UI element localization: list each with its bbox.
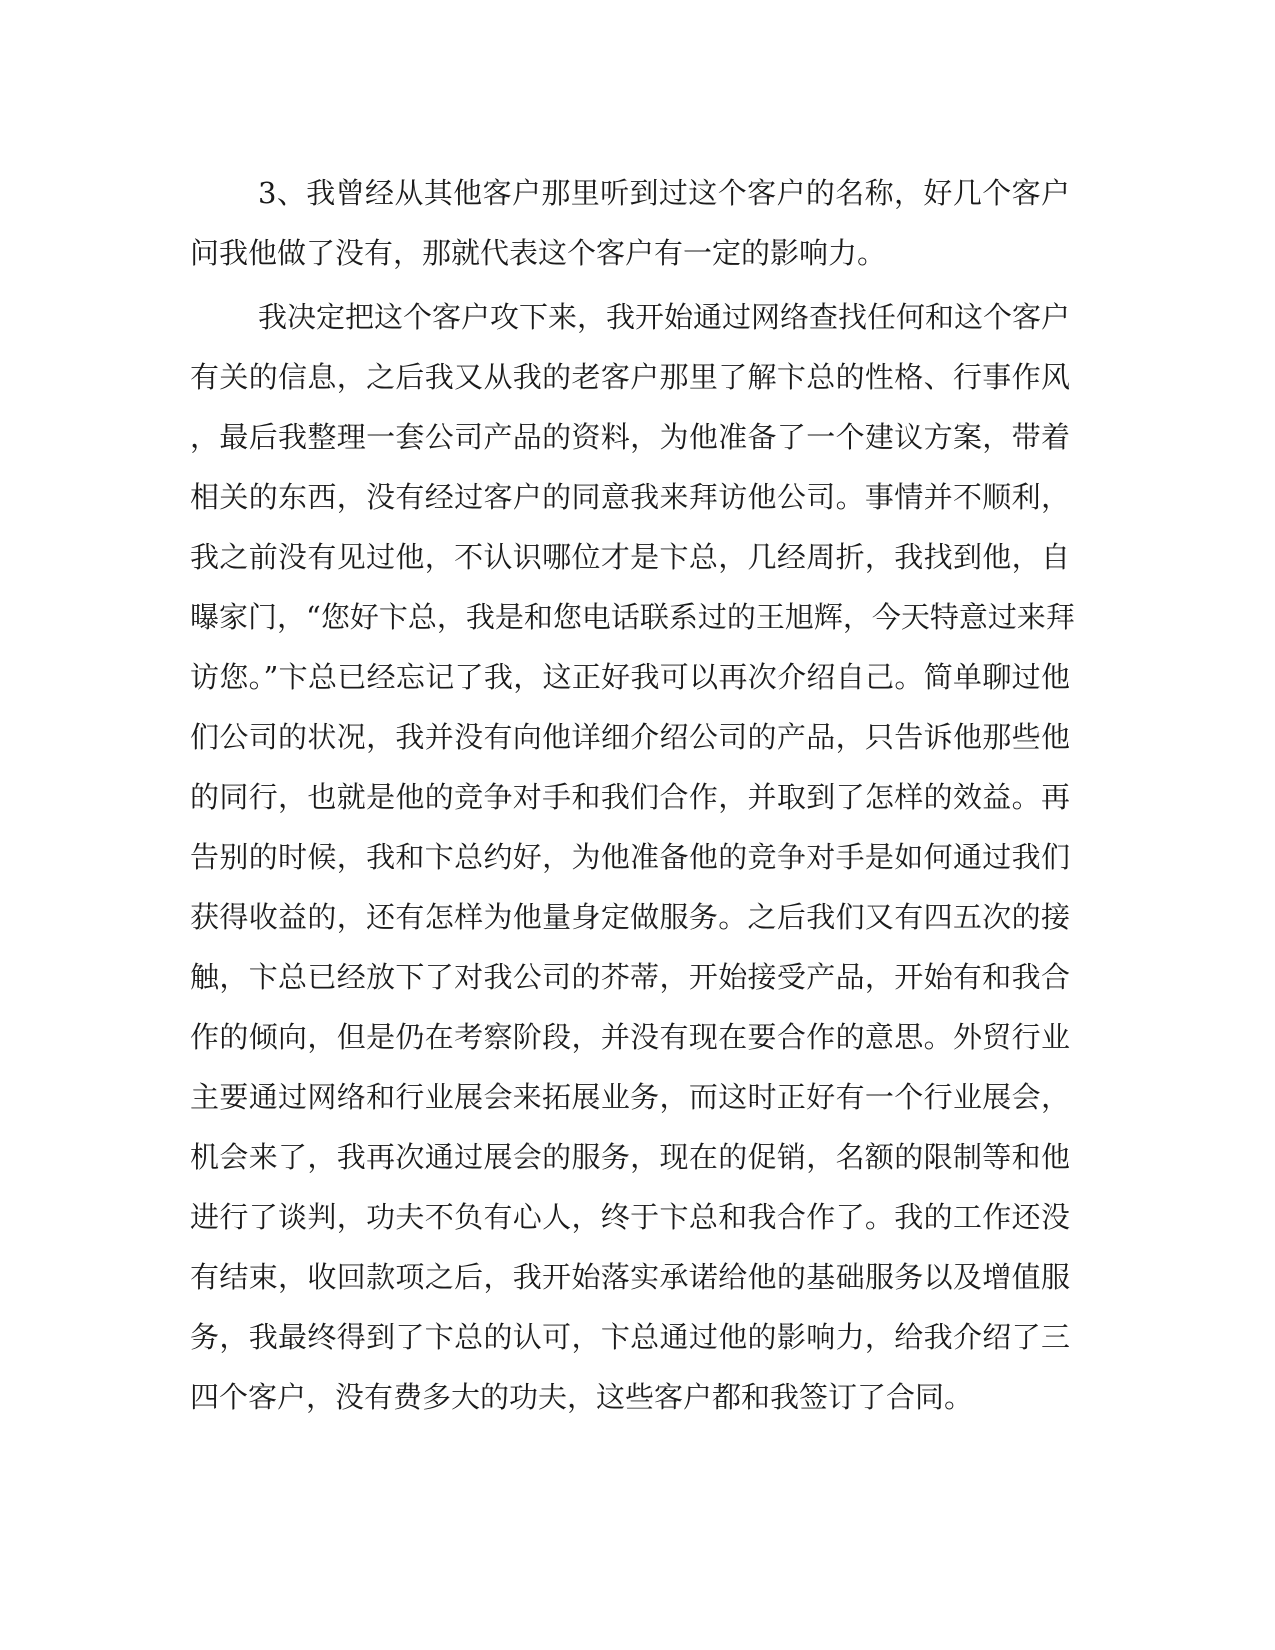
paragraph-line: 曝家门，“您好卞总，我是和您电话联系过的王旭辉，今天特意过来拜 xyxy=(190,600,1075,634)
paragraph-line: 触，卞总已经放下了对我公司的芥蒂，开始接受产品，开始有和我合 xyxy=(190,960,1070,994)
paragraph-line: 告别的时候，我和卞总约好，为他准备他的竞争对手是如何通过我们 xyxy=(190,840,1070,874)
paragraph-line: 相关的东西，没有经过客户的同意我来拜访他公司。事情并不顺利， xyxy=(190,480,1070,514)
paragraph-1 xyxy=(190,163,1070,283)
paragraph-line: 问我他做了没有，那就代表这个客户有一定的影响力。 xyxy=(190,236,887,270)
paragraph-line: 有关的信息，之后我又从我的老客户那里了解卞总的性格、行事作风 xyxy=(190,360,1070,394)
body-text xyxy=(190,163,1075,1427)
paragraph-2 xyxy=(190,287,1075,1427)
paragraph-line: 进行了谈判，功夫不负有心人，终于卞总和我合作了。我的工作还没 xyxy=(190,1200,1070,1234)
paragraph-line: 务，我最终得到了卞总的认可，卞总通过他的影响力，给我介绍了三 xyxy=(190,1320,1070,1354)
paragraph-line: 机会来了，我再次通过展会的服务，现在的促销，名额的限制等和他 xyxy=(190,1140,1070,1174)
paragraph-line: 我决定把这个客户攻下来，我开始通过网络查找任何和这个客户 xyxy=(258,300,1071,334)
paragraph-line: 们公司的状况，我并没有向他详细介绍公司的产品，只告诉他那些他 xyxy=(190,720,1070,754)
paragraph-line: 获得收益的，还有怎样为他量身定做服务。之后我们又有四五次的接 xyxy=(190,900,1070,934)
paragraph-line: 主要通过网络和行业展会来拓展业务，而这时正好有一个行业展会， xyxy=(190,1080,1070,1114)
paragraph-line: 四个客户，没有费多大的功夫，这些客户都和我签订了合同。 xyxy=(190,1380,974,1414)
paragraph-line: 的同行，也就是他的竞争对手和我们合作，并取到了怎样的效益。再 xyxy=(190,780,1070,814)
paragraph-line: 作的倾向，但是仍在考察阶段，并没有现在要合作的意思。外贸行业 xyxy=(190,1020,1070,1054)
paragraph-line: 有结束，收回款项之后，我开始落实承诺给他的基础服务以及增值服 xyxy=(190,1260,1070,1294)
paragraph-line: ，最后我整理一套公司产品的资料，为他准备了一个建议方案，带着 xyxy=(190,420,1070,454)
paragraph-line: 3、我曾经从其他客户那里听到过这个客户的名称，好几个客户 xyxy=(258,176,1070,210)
paragraph-line: 我之前没有见过他，不认识哪位才是卞总，几经周折，我找到他，自 xyxy=(190,540,1070,574)
paragraph-line: 访您。”卞总已经忘记了我，这正好我可以再次介绍自己。简单聊过他 xyxy=(190,660,1070,694)
